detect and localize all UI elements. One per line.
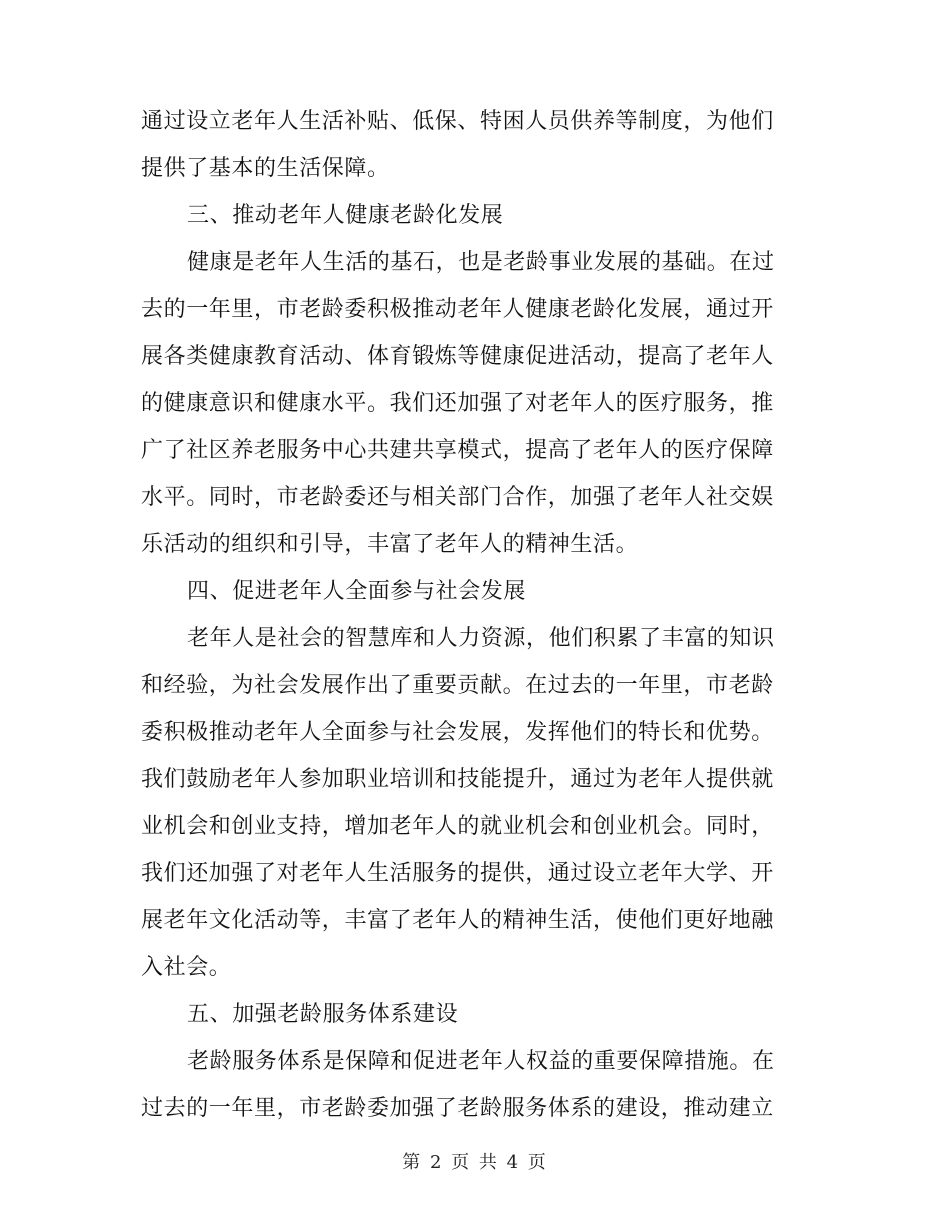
text-line: 我们还加强了对老年人生活服务的提供，通过设立老年大学、开 xyxy=(141,861,774,886)
text-line: 展老年文化活动等，丰富了老年人的精神生活，使他们更好地融 xyxy=(141,908,774,933)
text-line: 水平。同时，市老龄委还与相关部门合作，加强了老年人社交娱 xyxy=(141,485,774,510)
text-line: 去的一年里，市老龄委积极推动老年人健康老龄化发展，通过开 xyxy=(141,297,774,322)
text-line: 老年人是社会的智慧库和人力资源，他们积累了丰富的知识 xyxy=(187,626,775,651)
text-line: 健康是老年人生活的基石，也是老龄事业发展的基础。在过 xyxy=(187,250,775,275)
section-heading: 五、加强老龄服务体系建设 xyxy=(187,1002,459,1027)
text-line: 提供了基本的生活保障。 xyxy=(141,156,390,181)
section-heading: 四、促进老年人全面参与社会发展 xyxy=(187,579,527,604)
text-line: 广了社区养老服务中心共建共享模式，提高了老年人的医疗保障 xyxy=(141,438,774,463)
text-line: 乐活动的组织和引导，丰富了老年人的精神生活。 xyxy=(141,532,639,557)
text-line: 过去的一年里，市老龄委加强了老龄服务体系的建设，推动建立 xyxy=(141,1096,774,1121)
text-line: 我们鼓励老年人参加职业培训和技能提升，通过为老年人提供就 xyxy=(141,767,774,792)
text-line: 展各类健康教育活动、体育锻炼等健康促进活动，提高了老年人 xyxy=(141,344,774,369)
text-line: 入社会。 xyxy=(141,955,232,980)
section-heading: 三、推动老年人健康老龄化发展 xyxy=(187,203,504,228)
text-line: 业机会和创业支持，增加老年人的就业机会和创业机会。同时， xyxy=(141,814,774,839)
text-line: 委积极推动老年人全面参与社会发展，发挥他们的特长和优势。 xyxy=(141,720,774,745)
document-body xyxy=(141,98,809,1132)
text-line: 老龄服务体系是保障和促进老年人权益的重要保障措施。在 xyxy=(187,1049,775,1074)
text-line: 通过设立老年人生活补贴、低保、特困人员供养等制度，为他们 xyxy=(141,109,774,134)
page-number-footer: 第 2 页 共 4 页 xyxy=(402,1152,548,1173)
text-line: 和经验，为社会发展作出了重要贡献。在过去的一年里，市老龄 xyxy=(141,673,774,698)
text-line: 的健康意识和健康水平。我们还加强了对老年人的医疗服务，推 xyxy=(141,391,774,416)
